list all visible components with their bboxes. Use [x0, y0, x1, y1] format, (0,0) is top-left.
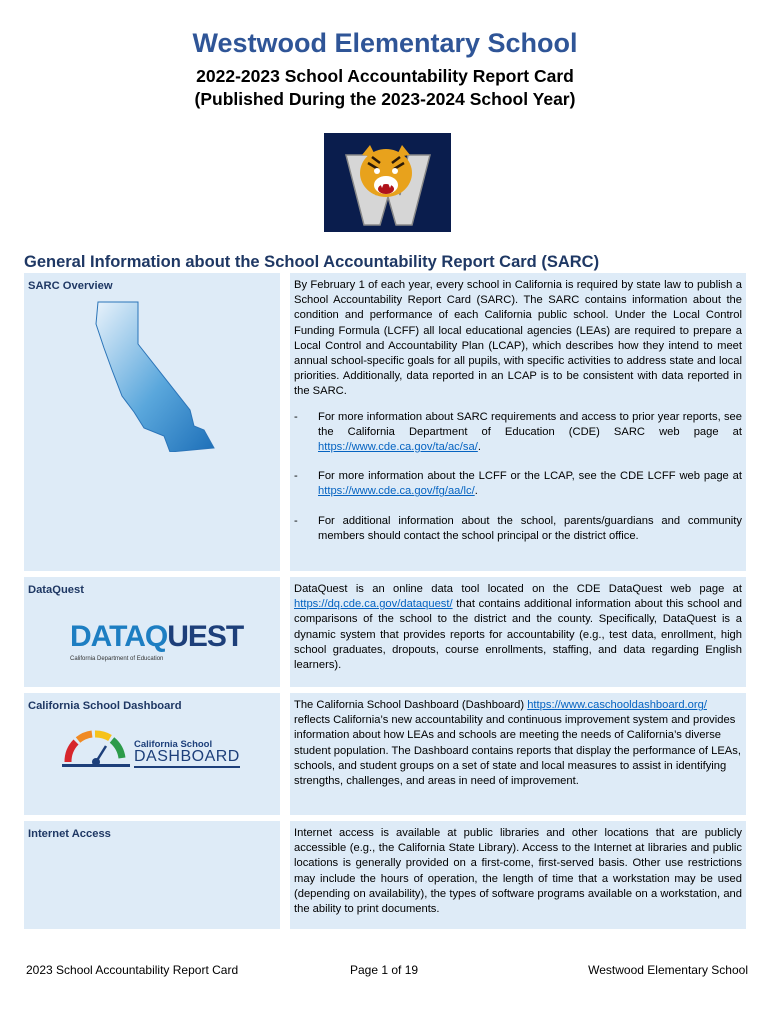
internet-access-label: Internet Access	[28, 828, 111, 840]
bullet-period: .	[474, 485, 478, 498]
dataquest-text: DataQuest is an online data tool located on the CDE DataQuest web page at	[294, 583, 742, 595]
dataquest-row	[24, 577, 746, 687]
report-title: 2022-2023 School Accountability Report Card	[196, 66, 574, 86]
dashboard-text-post: reflects California’s new accountability and continuous improvement system and provides information about how LEAs and schools are meeting the needs of California’s diverse student population. The Dashboard contains reports that display the performance of LEAs, schools, and student groups on a set of state and local measures to assist in identifying strengths, challenges, and areas in need of improvement.	[294, 714, 741, 788]
dashboard-logo-line1: California School	[134, 738, 213, 750]
list-item	[294, 469, 742, 499]
dashboard-logo-line2: DASHBOARD	[134, 749, 240, 768]
sarc-info-table	[24, 273, 746, 929]
list-item	[294, 410, 742, 456]
dataquest-logo-text: DATA	[70, 620, 145, 654]
dataquest-logo-tagline: California Department of Education	[70, 656, 164, 663]
internet-access-text: Internet access is available at public libraries and other locations that are publicly accessible (e.g., the California State Library). Access to the Internet at libraries and public locations is generally provided on a first-come, first-served basis. Other use restrictions may include the hours of operation, the length of time that a workstation may be used (depending on availability), the types of software programs available on a workstation, and the ability to print documents.	[294, 827, 742, 916]
dataquest-logo-q: Q	[144, 620, 168, 654]
dashboard-text: The California School Dashboard (Dashboard)	[294, 699, 528, 711]
dataquest-logo-text-2: UEST	[167, 620, 244, 654]
dataquest-text-post: that contains additional information about this school and comparisons of the school to the district and the county. Specifically, DataQuest is a dynamic system that provides reports for accountability (e.g., test data, enrollment, high school graduates, dropouts, course enrollments, staffing, and data regarding English learners).	[294, 598, 742, 672]
sarc-overview-list	[294, 410, 742, 544]
bullet-text: For more information about the LCFF or the LCAP, see the CDE LCFF web page at	[318, 470, 742, 483]
dashboard-label: California School Dashboard	[28, 700, 182, 712]
california-map-icon	[94, 300, 276, 457]
bullet-period: .	[477, 441, 481, 454]
school-mascot-logo	[324, 133, 451, 232]
sarc-web-page-link[interactable]: https://www.cde.ca.gov/ta/ac/sa/	[318, 441, 478, 454]
sarc-overview-paragraph: By February 1 of each year, every school in California is required by state law to publish a School Accountability Report Card (SARC). The SARC contains information about the condition and performance of each California public school. Under the Local Control Funding Formula (LCFF) all local educational agencies (LEAs) are required to prepare a Local Control and Accountability Plan (LCAP), which describes how they intend to meet annual school-specific goals for all pupils, with specific activities to address state and local priorities. Additionally, data reported in an LCAP is to be consistent with data reported in the SARC.	[294, 279, 742, 398]
lcff-web-page-link[interactable]: https://www.cde.ca.gov/fg/aa/lc/	[318, 485, 475, 498]
dataquest-label: DataQuest	[28, 584, 84, 596]
footer-report-name: 2023 School Accountability Report Card	[26, 963, 239, 977]
bullet-text: For additional information about the school, parents/guardians and community members should contact the school principal or the district office.	[318, 514, 742, 542]
school-name: Westwood Elementary School	[192, 28, 578, 58]
dashboard-row	[24, 693, 746, 815]
dashboard-logo	[62, 728, 276, 768]
list-item	[294, 514, 742, 544]
published-note: (Published During the 2023-2024 School Year)	[194, 89, 576, 109]
gauge-icon	[62, 728, 130, 768]
internet-access-row	[24, 821, 746, 929]
section-heading: General Information about the School Accountability Report Card (SARC)	[24, 253, 600, 271]
dataquest-link[interactable]: https://dq.cde.ca.gov/dataquest/	[294, 598, 453, 611]
dataquest-logo	[70, 622, 276, 667]
footer-school-name: Westwood Elementary School	[588, 963, 748, 977]
bullet-text: For more information about SARC requirements and access to prior year reports, see the California Department of Education (CDE) SARC web page at	[318, 410, 742, 438]
sarc-overview-label: SARC Overview	[28, 280, 113, 292]
footer-page-number: Page 1 of 19	[350, 963, 419, 977]
dashboard-link[interactable]: https://www.caschooldashboard.org/	[527, 699, 707, 711]
sarc-overview-row	[24, 273, 746, 571]
